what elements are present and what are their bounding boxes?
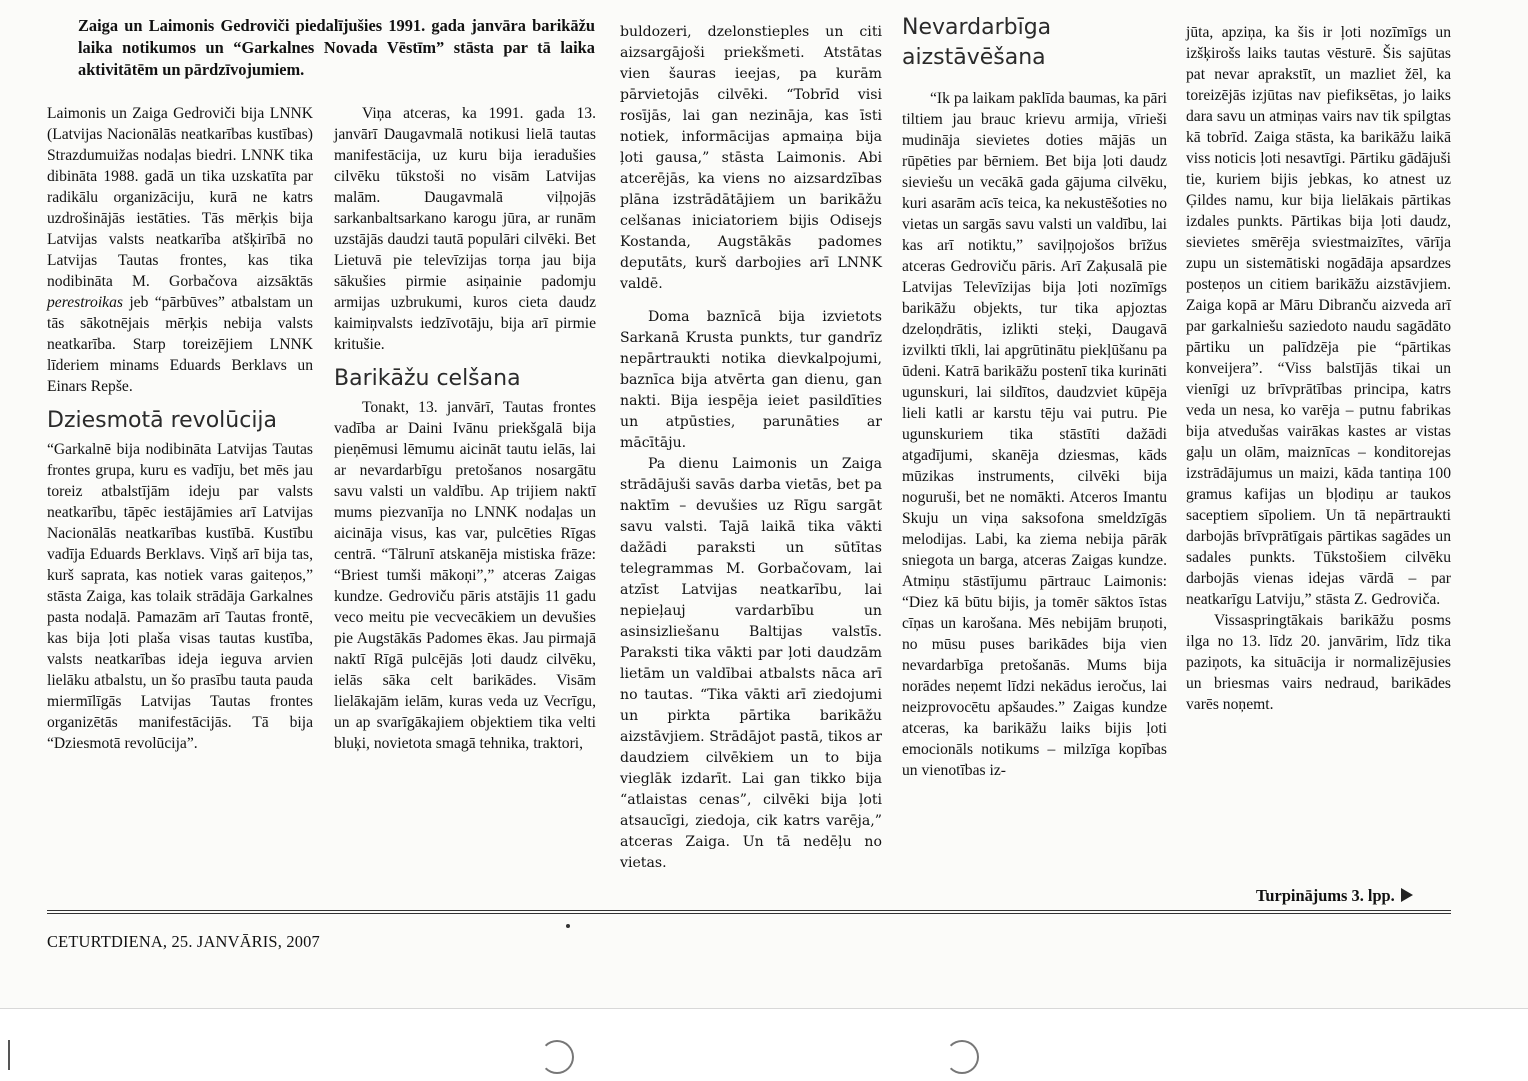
text-fragment: jeb “pārbūves” atbalstam un tās sākotnējais mērķis nebija valsts neatkarība. Starp toreizējiem LNNK līderiem minams Eduards Berklavs un Einars Repše. bbox=[47, 294, 313, 395]
lead-paragraph: Zaiga un Laimonis Gedroviči piedalījušies 1991. gada janvāra barikāžu laika notikumos un “Garkalnes Novada Vēstīm” stāsta par tā laika aktivitātēm un pārdzīvojumiem. bbox=[78, 16, 595, 79]
column-3 bbox=[620, 22, 882, 874]
column-2-paragraph-1: Viņa atceras, ka 1991. gada 13. janvārī Daugavmalā notikusi lielā tautas manifestācija, uz kuru bija ieradušies cilvēku tūkstoši no visām Latvijas malām. Daugavmalā viļņojās sarkanbaltsarkano karogu jūra, ar runām uzstājās daudzi tautā populāri cilvēki. Bet Lietuvā pie televīzijas torņa jau bija sākušies pirmie asiņainie padomju armijas uzbrukumi, kuros cieta daudz kaimiņvalsts iedzīvotāju, bija arī pirmie kritušie. bbox=[334, 105, 596, 353]
column-1 bbox=[47, 103, 313, 754]
section-heading-barikazu: Barikāžu celšana bbox=[334, 366, 521, 391]
column-4-paragraph-1: “Ik pa laikam paklīda baumas, ka pāri tiltiem jau brauc krievu armija, vīrieši mudināja sievietes doties mājās un rūpēties par bērniem. Bet bija ļoti daudz sieviešu un vecākā gada gājuma cilvēku, kuri asarām acīs teica, ka nekustēšoties no vietas un sargās savu valsti un valdību, lai kas arī notiktu,” saviļņojošos brīžus atceras Gedroviču pāris. Arī Zaķusalā pie Latvijas Televīzijas bija ļoti nozīmīgs barikāžu objekts, tur tika apjoztas dzeloņdrātis, izlikti steķi, Daugavā izvilkti tīkli, lai apgrūtinātu piekļūšanu pa ūdeni. Katrā barikāžu postenī tika kurināti ugunskuri, lai sildītos, daudzviet kūpēja lieli katli ar karstu tēju vai putru. Pie ugunskuriem tika stāstīti dažādi atgadījumi, skanēja dziesmas, kāds mūzikas instruments, cilvēki bija noguruši, bet ne nomākti. Atceros Imantu Skuju un viņa saksofona smeldzīgās melodijas. Labi, ka ziema nebija pārāk sniegota un barga, atceras Zaigas kundze. Atmiņu stāstījumu pārtrauc Laimonis: “Diez kā būtu bijis, ja tomēr sāktos īstas cīņas un karošana. Mēs nebijām bruņoti, no mūsu puses barikādes bija vien nevardarbīga pretošanās. Mums bija norādes neņemt līdzi nekādus ieročus, lai neizprovocētu apšaudes.” Zaigas kundze atceras, ka barikāžu laiks bijis ļoti emocionāls notikums – milzīga kopības un vienotības iz- bbox=[902, 90, 1167, 779]
column-1-paragraph-1 bbox=[47, 103, 313, 397]
column-5-paragraph-1: jūta, apziņa, ka šis ir ļoti nozīmīgs un izšķirošs laiks tautas vēsturē. Šis sajūtas pat nevar aprakstīt, un mazliet žēl, ka toreizējās izjūtas nav piefiksētas, jo laiks dara savu un atmiņas vairs nav tik spilgtas kā tobrīd. Zaiga stāsta, ka barikāžu laikā viss noticis ļoti nesavtīgi. Pārtiku gādājuši tie, kuriem bijis jebkas, ko atnest uz Ģildes namu, kur bija lielākais pārtikas izdales punkts. Pārtikas bija ļoti daudz, sievietes smērēja sviestmaizītes, vārīja zupu un sistemātiski nogādāja apsardzes posteņos un citiem barikāžu aizstāvjiem. Zaiga kopā ar Māru Dibranču aizveda arī par garkalniešu saziedoto naudu sagādāto pārtiku un palīdzēja pie “pārtikas konveijera”. “Viss balstījās tikai un vienīgi uz brīvprātības principa, katrs veda un nesa, ko varēja – putnu fabrikas bija atvedušas vairākas kastes ar vistas gaļu un olām, maiznīcas – konditorejas izstrādājumus un maizi, kāda tantiņa 100 gramus kafijas un bļodiņu ar taukos saceptiem sīpoliem. Un tā nepārtraukti darbojās brīvprātīgais pārtikas sagādes un sadales punkts. Tūkstošiem cilvēku darbojās vienas idejas vārdā – par neatkarīgu Latviju,” stāsta Z. Gedroviča. bbox=[1186, 24, 1451, 608]
continued-label: Turpinājums 3. lpp. bbox=[1256, 886, 1395, 905]
column-1-paragraph-2: “Garkalnē bija nodibināta Latvijas Tautas frontes grupa, kuru es vadīju, bet mēs jau toreiz atbalstījām ideju par valsts neatkarību, tāpēc iestājāmies arī Latvijas Nacionālās neatkarības kustībā. Kustību vadīja Eduards Berklavs. Viņš arī bija tas, kurš saprata, kas notiek varas gaiteņos,” stāsta Zaiga, kas tolaik strādāja Garkalnes pasta nodaļā. Pamazām arī Tautas frontē, kas bija ļoti plaša visas tautas kustība, valsts neatkarības ideja ieguva arvien lielāku atbalstu, un šo prasību tauta pauda miermīlīgās Latvijas Tautas frontes organizētās manifestācijās. Tā bija “Dziesmotā revolūcija”. bbox=[47, 441, 313, 752]
italic-term: perestroikas bbox=[47, 294, 123, 311]
column-3-paragraph-1: buldozeri, dzelonstieples un citi aizsargājoši priekšmeti. Atstātas vien šauras ieejas, pa kurām pārvietojās cilvēki. “Tobrīd visi rosījās, lai gan nezināja, kas īsti notiek, informācijas apmaiņa bija ļoti gausa,” stāsta Laimonis. Abi atcerējās, ka viens no aizsardzības plāna izstrādātājiem un barikāžu celšanas iniciatoriem bijis Odisejs Kostanda, Augstākās padomes deputāts, kurš darbojies arī LNNK valdē. bbox=[620, 24, 882, 292]
section-heading-dziesmota: Dziesmotā revolūcija bbox=[47, 408, 278, 433]
page-edge-line bbox=[8, 1040, 10, 1070]
footer-rule-bottom bbox=[47, 913, 1451, 914]
footer-rule-top bbox=[47, 910, 1451, 911]
column-5-paragraph-2: Vissaspringtākais barikāžu posms ilga no 13. līdz 20. janvārim, līdz tika paziņots, ka situācija ir normalizējusies un briesmas vairs nedraud, barikādes varēs noņemt. bbox=[1186, 612, 1451, 713]
continued-on-page bbox=[1256, 886, 1413, 906]
text-fragment: Laimonis un Zaiga Gedroviči bija LNNK (Latvijas Nacionālās neatkarības kustības) Strazdumuižas nodaļas biedri. LNNK tika dibināta 1988. gadā un tika uzskatīta par radikālu organizāciju, kurā ne katrs uzdrošinājās iestāties. Tās mērķis bija Latvijas valsts neatkarība atšķirībā no Latvijas Tautas frontes, kas tika nodibināta M. Gorbačova aizsāktās bbox=[47, 105, 313, 290]
binder-hole-right bbox=[945, 1040, 979, 1074]
column-3-paragraph-2: Doma baznīcā bija izvietots Sarkanā Krusta punkts, tur gandrīz nepārtraukti notika dievkalpojumi, baznīca bija atvērta gan dienu, gan nakti. Bija iespēja ieiet pasildīties un atpūsties, parunāties ar mācītāju. bbox=[620, 309, 882, 451]
page-dot bbox=[566, 924, 570, 928]
section-heading-nevardarbiga: Nevardarbīga aizstāvēšana bbox=[902, 15, 1052, 70]
column-2-paragraph-2: Tonakt, 13. janvārī, Tautas frontes vadība ar Daini Ivānu priekšgalā bija pieņēmusi lēmumu aicināt tautu ielās, lai ar nevardarbīgu pretošanos nosargātu savu valsti un valdību. Ap trijiem naktī mums piezvanīja no LNNK nodaļas un aicināja visus, kas var, pulcēties Rīgas centrā. “Tālrunī atskanēja mistiska frāze: “Briest tumši mākoņi”,” atceras Zaigas kundze. Gedroviču pāris atstājis 11 gadu veco meitu pie vecvecākiem un devušies pie Augstākās Padomes ēkas. Jau pirmajā naktī Rīgā pulcējās ļoti daudz cilvēku, ielās sāka celt barikādes. Visām lielākajām ielām, kuras veda uz Vecrīgu, un ap svarīgākajiem objektiem tika velti bluķi, novietota smagā tehnika, traktori, bbox=[334, 399, 596, 752]
arrow-right-icon bbox=[1401, 888, 1413, 902]
footer-date: CETURTDIENA, 25. JANVĀRIS, 2007 bbox=[47, 932, 320, 951]
column-2 bbox=[334, 103, 596, 754]
page-bottom-edge bbox=[0, 1008, 1528, 1081]
binder-hole-left bbox=[540, 1040, 574, 1074]
column-5 bbox=[1186, 22, 1451, 715]
column-3-paragraph-3: Pa dienu Laimonis un Zaiga strādājuši savās darba vietās, bet pa naktīm – devušies uz Rīgu sargāt savu valsti. Tajā laikā tika vākti dažādi paraksti un sūtītas telegrammas M. Gorbačovam, lai atzīst Latvijas neatkarību, lai nepieļauj vardarbību un asinsizliešanu Baltijas valstīs. Paraksti tika vākti par ļoti daudzām lietām un valdībai atbalsts nāca arī no tautas. “Tika vākti arī ziedojumi un pirkta pārtika barikāžu aizstāvjiem. Strādājot pastā, tikos ar daudziem cilvēkiem un to bija vieglāk izdarīt. Lai gan tikko bija “atlaistas cenas”, cilvēki bija ļoti atsaucīgi, ziedoja, cik katrs varēja,” atceras Zaiga. Un tā nedēļu no vietas. bbox=[620, 456, 882, 871]
column-4 bbox=[902, 15, 1167, 781]
